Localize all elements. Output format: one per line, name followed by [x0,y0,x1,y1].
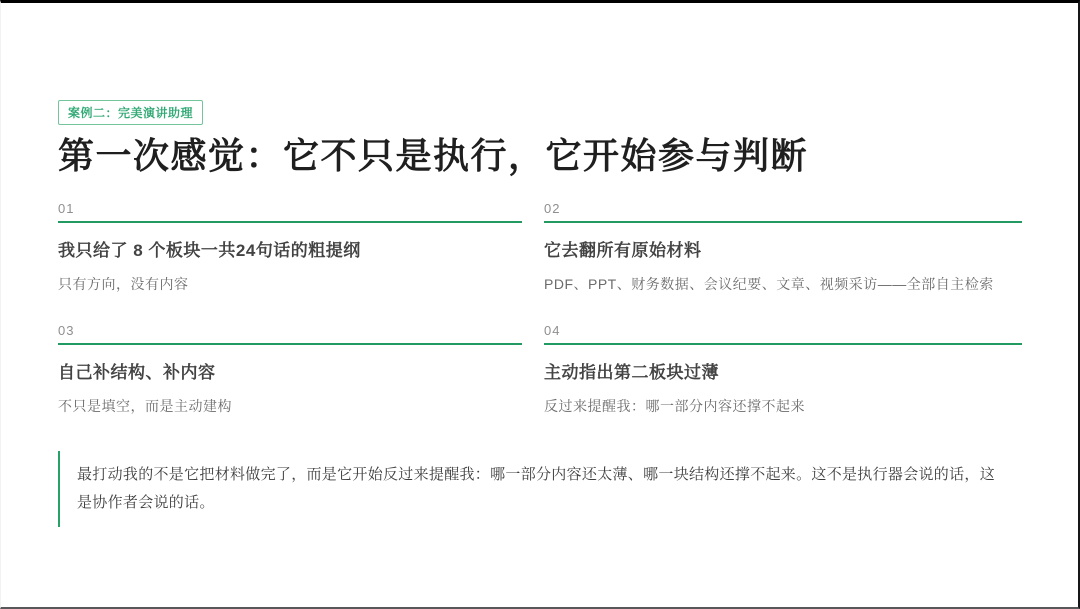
point-card-03 [58,323,522,416]
point-subtitle: 不只是填空，而是主动建构 [58,398,232,414]
point-title: 我只给了 8 个板块一共24句话的粗提纲 [58,241,361,260]
case-label-badge: 案例二：完美演讲助理 [58,100,203,125]
point-number: 03 [58,323,522,345]
pull-quote-text: 最打动我的不是它把材料做完了，而是它开始反过来提醒我：哪一部分内容还太薄、哪一块结构还撑不起来。这不是执行器会说的话，这是协作者会说的话。 [77,466,996,511]
point-title: 它去翻所有原始材料 [544,241,702,260]
point-number: 02 [544,201,1022,223]
point-card-02 [544,201,1022,294]
point-number: 04 [544,323,1022,345]
slide-title: 第一次感觉：它不只是执行，它开始参与判断 [58,135,809,176]
point-title: 自己补结构、补内容 [58,363,216,382]
point-subtitle: PDF、PPT、财务数据、会议纪要、文章、视频采访——全部自主检索 [544,276,994,292]
point-title: 主动指出第二板块过薄 [544,363,719,382]
point-subtitle: 只有方向，没有内容 [58,276,189,292]
point-card-01 [58,201,522,294]
points-grid [58,201,1022,416]
point-number: 01 [58,201,522,223]
point-subtitle: 反过来提醒我：哪一部分内容还撑不起来 [544,398,805,414]
point-card-04 [544,323,1022,416]
presentation-slide [1,3,1078,527]
pull-quote-block [58,451,1014,527]
